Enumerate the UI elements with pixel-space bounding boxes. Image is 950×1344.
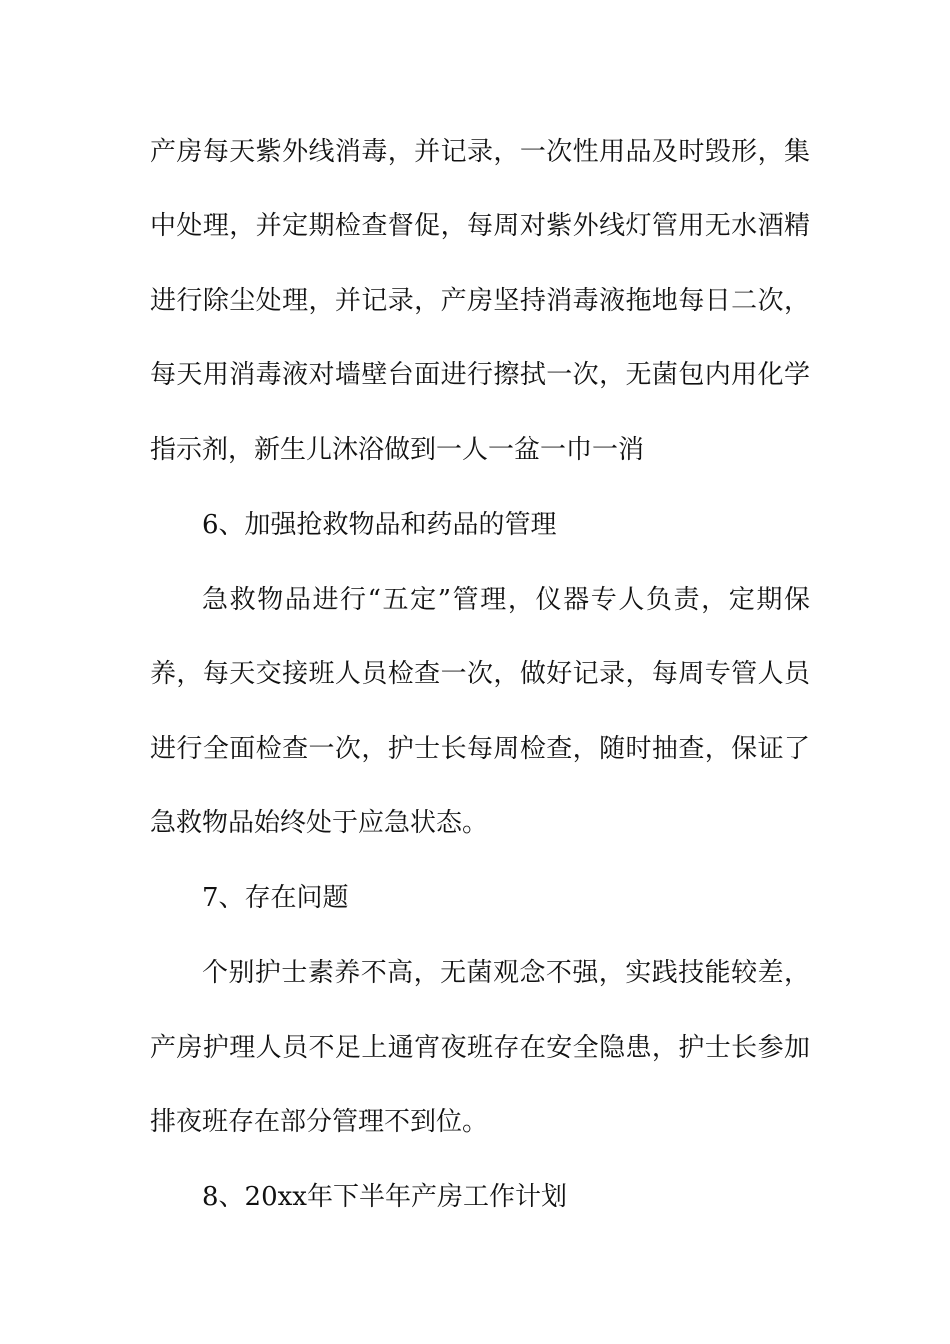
section-heading: 6、加强抢救物品和药品的管理 bbox=[202, 510, 557, 540]
paragraph-line: 进行除尘处理，并记录，产房坚持消毒液拖地每日二次， bbox=[150, 286, 810, 316]
paragraph-line: 中处理，并定期检查督促，每周对紫外线灯管用无水酒精 bbox=[150, 211, 810, 241]
paragraph-line: 产房每天紫外线消毒，并记录，一次性用品及时毁形，集 bbox=[150, 137, 810, 167]
paragraph-line: 指示剂，新生儿沐浴做到一人一盆一巾一消 bbox=[150, 435, 645, 465]
paragraph-line: 每天用消毒液对墙壁台面进行擦拭一次，无菌包内用化学 bbox=[150, 360, 810, 390]
paragraph-line: 排夜班存在部分管理不到位。 bbox=[150, 1107, 489, 1137]
paragraph-line: 急救物品进行“五定”管理，仪器专人负责，定期保 bbox=[202, 585, 810, 615]
paragraph-line: 产房护理人员不足上通宵夜班存在安全隐患，护士长参加 bbox=[150, 1033, 810, 1063]
section-heading: 8、20xx年下半年产房工作计划 bbox=[202, 1182, 567, 1212]
section-heading: 7、存在问题 bbox=[202, 883, 349, 913]
paragraph-line: 急救物品始终处于应急状态。 bbox=[150, 808, 489, 838]
paragraph-line: 进行全面检查一次，护士长每周检查，随时抽查，保证了 bbox=[150, 734, 810, 764]
paragraph-line: 养，每天交接班人员检查一次，做好记录，每周专管人员 bbox=[150, 659, 810, 689]
paragraph-line: 个别护士素养不高，无菌观念不强，实践技能较差， bbox=[202, 958, 810, 988]
